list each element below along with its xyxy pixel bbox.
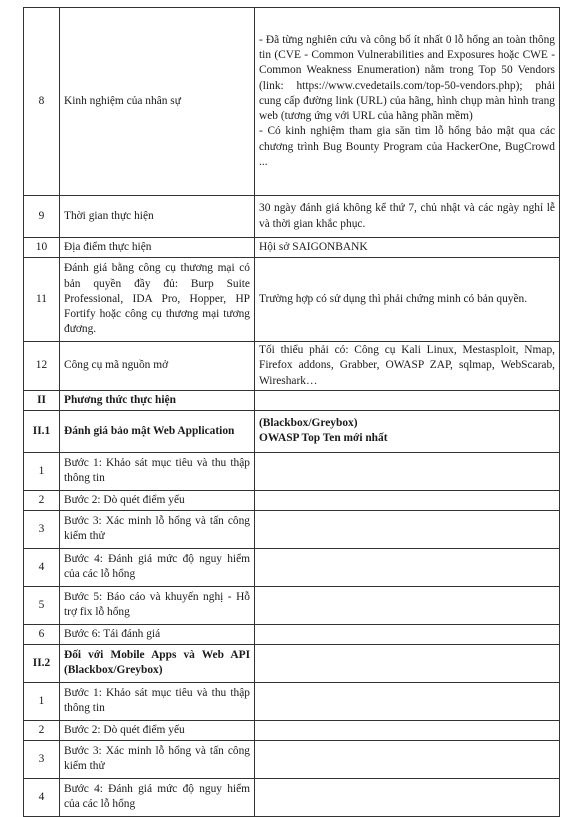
row-number: 11 [24, 258, 60, 342]
row-details [255, 410, 560, 452]
detail-line: 30 ngày đánh giá không kể thứ 7, chủ nhật và các ngày nghỉ lễ và thời gian khắc phục. [259, 202, 555, 230]
table-row [24, 644, 560, 682]
row-number: 3 [24, 510, 60, 548]
row-item: Bước 5: Báo cáo và khuyến nghị - Hỗ trợ fix lỗ hổng [60, 586, 255, 624]
table-row [24, 778, 560, 816]
row-details [255, 644, 560, 682]
row-details [255, 258, 560, 342]
detail-line: Hội sở SAIGONBANK [259, 240, 368, 253]
row-item: Bước 2: Dò quét điểm yếu [60, 720, 255, 740]
row-number: 8 [24, 8, 60, 196]
detail-line: Trường hợp có sử dụng thì phải chứng minh có bản quyền. [259, 292, 528, 305]
row-details [255, 238, 560, 258]
table-row [24, 390, 560, 410]
row-details [255, 720, 560, 740]
row-item: Kinh nghiệm của nhân sự [60, 8, 255, 196]
detail-line: (Blackbox/Greybox) [259, 417, 358, 430]
detail-line: - Đã từng nghiên cứu và công bố ít nhất 0 lỗ hổng an toàn thông tin (CVE - Common Vulnerabilities and Exposures hoặc CWE - Common Weakness Enumeration) nằm trong Top 50 Vendors (link: https://www.cvedetails.com/top-50-vendors.php); phải cung cấp đường link (URL) của hãng, hình chụp màn hình trang web (tương ứng với URL của hãng phần mềm) [259, 33, 555, 123]
table-row [24, 258, 560, 342]
row-number: 4 [24, 548, 60, 586]
row-details [255, 8, 560, 196]
row-number: II.1 [24, 410, 60, 452]
row-details [255, 682, 560, 720]
row-details [255, 196, 560, 238]
row-details [255, 778, 560, 816]
table-row [24, 410, 560, 452]
row-number: 10 [24, 238, 60, 258]
table-row [24, 624, 560, 644]
row-number: 2 [24, 720, 60, 740]
row-number: 5 [24, 586, 60, 624]
row-details [255, 342, 560, 391]
row-item: Bước 3: Xác minh lỗ hổng và tấn công kiểm thử [60, 740, 255, 778]
detail-line: OWASP Top Ten mới nhất [259, 432, 388, 445]
row-item: Thời gian thực hiện [60, 196, 255, 238]
table-row [24, 720, 560, 740]
row-number: 1 [24, 452, 60, 490]
row-item: Địa điểm thực hiện [60, 238, 255, 258]
row-item: Bước 3: Xác minh lỗ hổng và tấn công kiểm thử [60, 510, 255, 548]
row-item: Bước 6: Tái đánh giá [60, 624, 255, 644]
table-row [24, 238, 560, 258]
row-item: Bước 2: Dò quét điểm yếu [60, 490, 255, 510]
row-item: Bước 1: Khảo sát mục tiêu và thu thập thông tin [60, 452, 255, 490]
row-item: Đánh giá bằng công cụ thương mại có bản quyền đầy đủ: Burp Suite Professional, IDA Pro, Hopper, HP Fortify hoặc công cụ thương mại tương đương. [60, 258, 255, 342]
row-number: 4 [24, 778, 60, 816]
table-row [24, 510, 560, 548]
row-item: Bước 4: Đánh giá mức độ nguy hiểm của các lỗ hổng [60, 778, 255, 816]
table-row [24, 548, 560, 586]
row-details [255, 510, 560, 548]
requirements-table [23, 7, 560, 817]
row-number: 6 [24, 624, 60, 644]
row-number: II.2 [24, 644, 60, 682]
table-row [24, 740, 560, 778]
row-details [255, 390, 560, 410]
row-item: Đánh giá bảo mật Web Application [60, 410, 255, 452]
row-item: Phương thức thực hiện [60, 390, 255, 410]
row-details [255, 548, 560, 586]
table-row [24, 682, 560, 720]
row-details [255, 586, 560, 624]
row-item: Bước 4: Đánh giá mức độ nguy hiểm của các lỗ hổng [60, 548, 255, 586]
row-number: 12 [24, 342, 60, 391]
row-details [255, 452, 560, 490]
row-details [255, 740, 560, 778]
detail-line: Tối thiểu phải có: Công cụ Kali Linux, Mestasploit, Nmap, Firefox addons, Grabber, OWASP ZAP, sqlmap, WebScarab, Wireshark… [259, 344, 555, 387]
table-row [24, 342, 560, 391]
table-row [24, 8, 560, 196]
row-number: 2 [24, 490, 60, 510]
table-row [24, 490, 560, 510]
row-number: 9 [24, 196, 60, 238]
row-item: Đối với Mobile Apps và Web API (Blackbox/Greybox) [60, 644, 255, 682]
row-number: 3 [24, 740, 60, 778]
table-row [24, 586, 560, 624]
table-row [24, 196, 560, 238]
detail-line: - Có kinh nghiệm tham gia săn tìm lỗ hổng bảo mật qua các chương trình Bug Bounty Program của HackerOne, BugCrowd ... [259, 125, 555, 169]
row-item: Bước 1: Khảo sát mục tiêu và thu thập thông tin [60, 682, 255, 720]
row-number: 1 [24, 682, 60, 720]
row-item: Công cụ mã nguồn mở [60, 342, 255, 391]
row-number: II [24, 390, 60, 410]
row-details [255, 624, 560, 644]
row-details [255, 490, 560, 510]
table-row [24, 452, 560, 490]
